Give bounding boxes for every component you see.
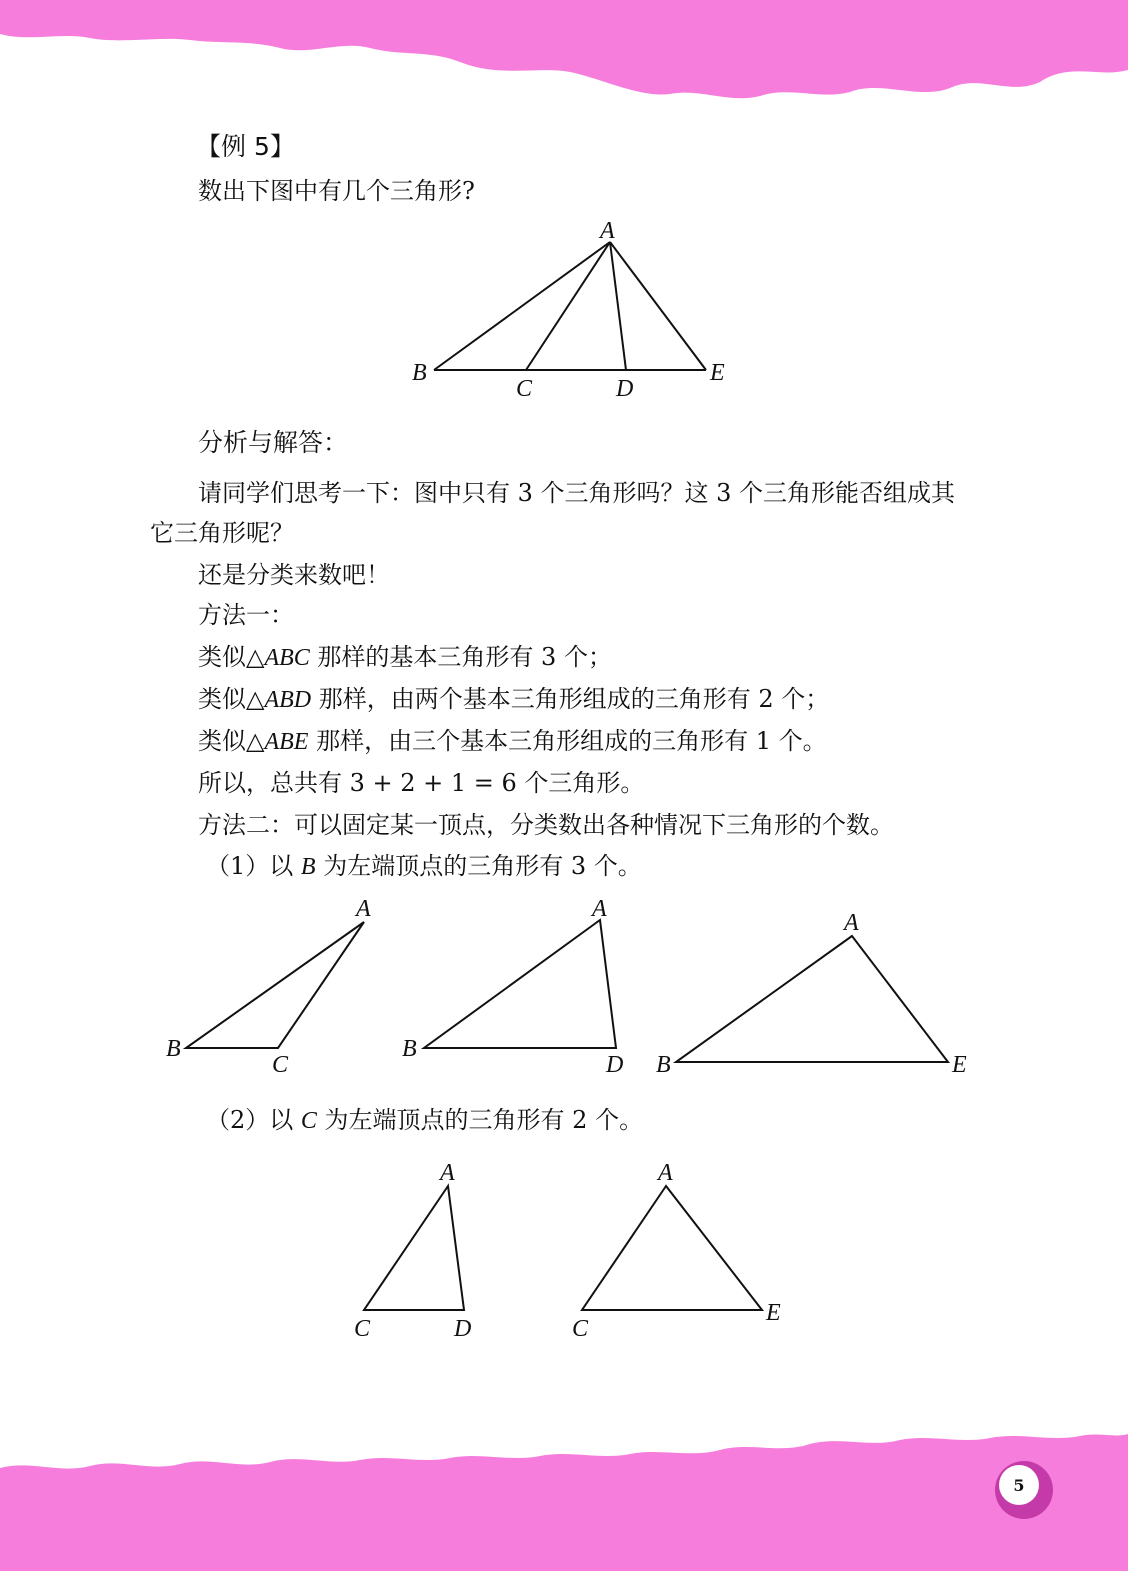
method1-title: 方法一：	[198, 601, 294, 629]
case1-post: 为左端顶点的三角形有 3 个。	[315, 852, 642, 880]
label-D: D	[454, 1316, 472, 1342]
label-A: A	[592, 896, 607, 922]
label-E: E	[766, 1300, 781, 1326]
label-E: E	[952, 1052, 967, 1078]
method1-line1-post: 那样的基本三角形有 3 个；	[309, 643, 612, 671]
page-number: 5	[1013, 1476, 1025, 1495]
method1-line3-post: 那样，由三个基本三角形组成的三角形有 1 个。	[308, 727, 827, 755]
triangle-abd	[424, 920, 616, 1048]
analysis-heading: 分析与解答：	[198, 428, 349, 457]
triangle-ace-figure	[566, 1156, 796, 1346]
case1-pre: （1）以	[206, 852, 301, 880]
analysis-para1-line2: 它三角形呢？	[150, 519, 294, 547]
triangle-ace	[582, 1186, 762, 1310]
method1-total: 所以，总共有 3 + 2 + 1 = 6 个三角形。	[198, 769, 645, 797]
triangle-name-abd: ABD	[264, 687, 312, 713]
triangle-abc	[186, 922, 364, 1048]
segment-AB	[434, 242, 610, 370]
method1-line3	[198, 726, 827, 757]
label-B: B	[656, 1052, 671, 1078]
case2-pre: （2）以	[206, 1106, 301, 1134]
label-C: C	[516, 376, 533, 402]
method1-line3-pre: 类似△	[198, 727, 265, 755]
label-B: B	[402, 1036, 417, 1062]
method1-line1	[198, 642, 612, 673]
example-label: 【例 5】	[196, 132, 295, 161]
label-A: A	[600, 218, 615, 244]
bottom-decorative-band	[0, 1430, 1128, 1571]
label-C: C	[272, 1052, 289, 1078]
case2-point: C	[300, 1108, 317, 1134]
triangle-name-abc: ABC	[264, 645, 310, 671]
main-triangle-figure	[400, 218, 740, 408]
method2-text: 方法二：可以固定某一顶点，分类数出各种情况下三角形的个数。	[198, 811, 894, 839]
triangle-acd-figure	[346, 1156, 496, 1346]
case2-text	[206, 1105, 643, 1136]
triangle-abd-figure	[398, 892, 638, 1082]
example-question: 数出下图中有几个三角形?	[198, 177, 475, 205]
label-A: A	[844, 910, 859, 936]
method1-line2-post: 那样，由两个基本三角形组成的三角形有 2 个；	[311, 685, 830, 713]
label-A: A	[658, 1160, 673, 1186]
label-D: D	[606, 1052, 624, 1078]
triangle-acd	[364, 1186, 464, 1310]
triangle-abc-figure	[160, 892, 380, 1082]
label-E: E	[710, 360, 725, 386]
label-B: B	[166, 1036, 181, 1062]
case1-text	[206, 851, 642, 882]
label-D: D	[616, 376, 634, 402]
label-C: C	[354, 1316, 371, 1342]
case1-point: B	[300, 854, 316, 880]
segment-AC	[526, 242, 610, 370]
label-C: C	[572, 1316, 589, 1342]
method1-line2	[198, 684, 829, 715]
triangle-abe	[676, 936, 948, 1062]
triangle-abe-figure	[654, 906, 984, 1081]
label-A: A	[440, 1160, 455, 1186]
method1-line2-pre: 类似△	[198, 685, 265, 713]
label-B: B	[412, 360, 427, 386]
analysis-para1-line1: 请同学们思考一下：图中只有 3 个三角形吗？这 3 个三角形能否组成其	[198, 479, 956, 507]
triangle-name-abe: ABE	[264, 729, 309, 755]
page-number-badge	[994, 1460, 1054, 1520]
method1-line1-pre: 类似△	[198, 643, 265, 671]
case2-post: 为左端顶点的三角形有 2 个。	[316, 1106, 644, 1134]
analysis-para2: 还是分类来数吧！	[198, 561, 390, 589]
top-decorative-band	[0, 0, 1128, 110]
label-A: A	[356, 896, 371, 922]
